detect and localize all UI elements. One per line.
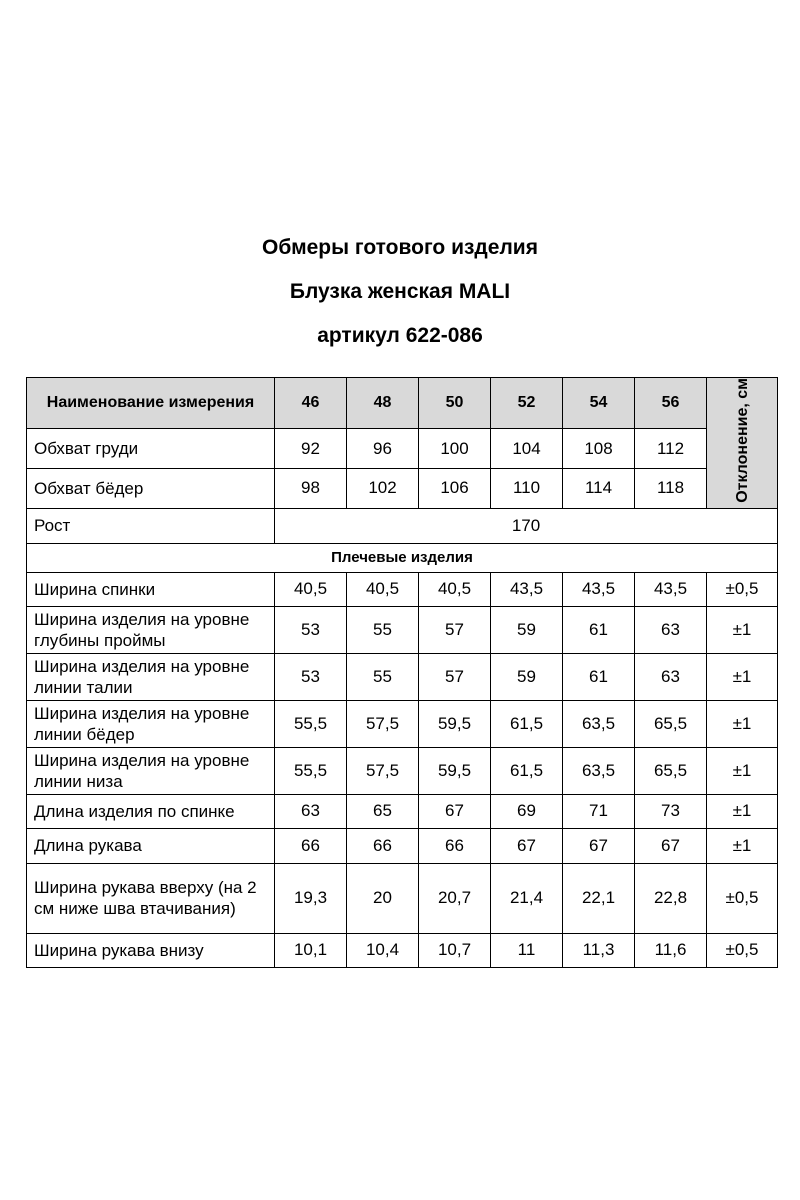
cell-value: 66 [347,828,419,863]
cell-value: 40,5 [347,572,419,606]
cell-value: 67 [491,828,563,863]
cell-value: 55,5 [275,747,347,794]
table-row [27,572,778,606]
cell-value: 59,5 [419,747,491,794]
table-row [27,794,778,828]
title-line-2: Блузка женская MALI [289,280,511,303]
row-name: Длина рукава [27,828,275,863]
header-size-cell: 56 [635,378,707,429]
cell-value: 20 [347,863,419,933]
cell-value: 63 [635,606,707,653]
cell-value: 63,5 [563,747,635,794]
header-size-cell: 50 [419,378,491,429]
row-name: Рост [27,508,275,543]
cell-value: 71 [563,794,635,828]
row-name: Ширина рукава внизу [27,933,275,967]
cell-value: 10,4 [347,933,419,967]
cell-value: 114 [563,468,635,508]
cell-value: 98 [275,468,347,508]
table-row [27,747,778,794]
row-name: Ширина рукава вверху (на 2 см ниже шва втачивания) [27,863,275,933]
row-name: Ширина изделия на уровне линии бёдер [27,700,275,747]
cell-value: 10,7 [419,933,491,967]
cell-value: 69 [491,794,563,828]
header-size-cell: 48 [347,378,419,429]
cell-deviation: ±1 [707,700,778,747]
title-line-1: Обмеры готового изделия [262,236,538,259]
cell-value: 57 [419,653,491,700]
cell-value: 55,5 [275,700,347,747]
section-title: Плечевые изделия [27,543,778,572]
cell-deviation: ±1 [707,606,778,653]
row-name: Длина изделия по спинке [27,794,275,828]
row-name: Ширина изделия на уровне глубины проймы [27,606,275,653]
cell-value: 40,5 [419,572,491,606]
cell-deviation: ±1 [707,794,778,828]
cell-value: 40,5 [275,572,347,606]
cell-value: 10,1 [275,933,347,967]
cell-value: 106 [419,468,491,508]
cell-value: 67 [563,828,635,863]
cell-value: 61,5 [491,700,563,747]
table-header-row [27,378,778,429]
cell-value: 43,5 [563,572,635,606]
deviation-label: Отклонение, см [733,378,751,503]
header-size-cell: 54 [563,378,635,429]
cell-value: 67 [419,794,491,828]
header-size-cell: 46 [275,378,347,429]
table-row [27,863,778,933]
table-row [27,653,778,700]
cell-value: 53 [275,606,347,653]
cell-value: 57,5 [347,700,419,747]
cell-value: 66 [275,828,347,863]
cell-value: 102 [347,468,419,508]
cell-value: 65 [347,794,419,828]
row-name: Обхват груди [27,429,275,469]
cell-value: 63 [635,653,707,700]
cell-value: 66 [419,828,491,863]
cell-value: 61 [563,653,635,700]
title-line-3: артикул 622-086 [317,324,483,347]
table-row [27,606,778,653]
row-name: Ширина изделия на уровне линии талии [27,653,275,700]
cell-value: 108 [563,429,635,469]
cell-deviation: ±1 [707,747,778,794]
cell-value: 67 [635,828,707,863]
cell-value: 57 [419,606,491,653]
cell-value: 59 [491,606,563,653]
table-row [27,933,778,967]
cell-value: 19,3 [275,863,347,933]
cell-value: 21,4 [491,863,563,933]
section-row [27,543,778,572]
cell-value: 11 [491,933,563,967]
cell-value: 59 [491,653,563,700]
header-name-cell: Наименование измерения [27,378,275,429]
table-row [27,429,778,469]
header-deviation-cell [707,378,778,509]
cell-value: 11,3 [563,933,635,967]
cell-deviation: ±1 [707,653,778,700]
height-row [27,508,778,543]
cell-value: 61 [563,606,635,653]
cell-value: 43,5 [635,572,707,606]
cell-value: 59,5 [419,700,491,747]
table-row [27,468,778,508]
cell-value: 55 [347,606,419,653]
cell-value: 65,5 [635,700,707,747]
height-value: 170 [275,508,778,543]
measurements-table [26,377,778,968]
cell-value: 118 [635,468,707,508]
cell-deviation: ±0,5 [707,863,778,933]
row-name: Ширина спинки [27,572,275,606]
cell-value: 110 [491,468,563,508]
cell-value: 112 [635,429,707,469]
cell-value: 57,5 [347,747,419,794]
cell-value: 104 [491,429,563,469]
cell-deviation: ±0,5 [707,572,778,606]
cell-value: 63,5 [563,700,635,747]
cell-value: 92 [275,429,347,469]
cell-value: 22,8 [635,863,707,933]
cell-deviation: ±1 [707,828,778,863]
header-size-cell: 52 [491,378,563,429]
table-row [27,828,778,863]
cell-value: 43,5 [491,572,563,606]
cell-value: 61,5 [491,747,563,794]
cell-deviation: ±0,5 [707,933,778,967]
cell-value: 22,1 [563,863,635,933]
cell-value: 11,6 [635,933,707,967]
cell-value: 73 [635,794,707,828]
row-name: Обхват бёдер [27,468,275,508]
cell-value: 53 [275,653,347,700]
cell-value: 100 [419,429,491,469]
table-row [27,700,778,747]
cell-value: 96 [347,429,419,469]
row-name: Ширина изделия на уровне линии низа [27,747,275,794]
cell-value: 55 [347,653,419,700]
cell-value: 63 [275,794,347,828]
cell-value: 20,7 [419,863,491,933]
document-title [0,236,800,368]
cell-value: 65,5 [635,747,707,794]
